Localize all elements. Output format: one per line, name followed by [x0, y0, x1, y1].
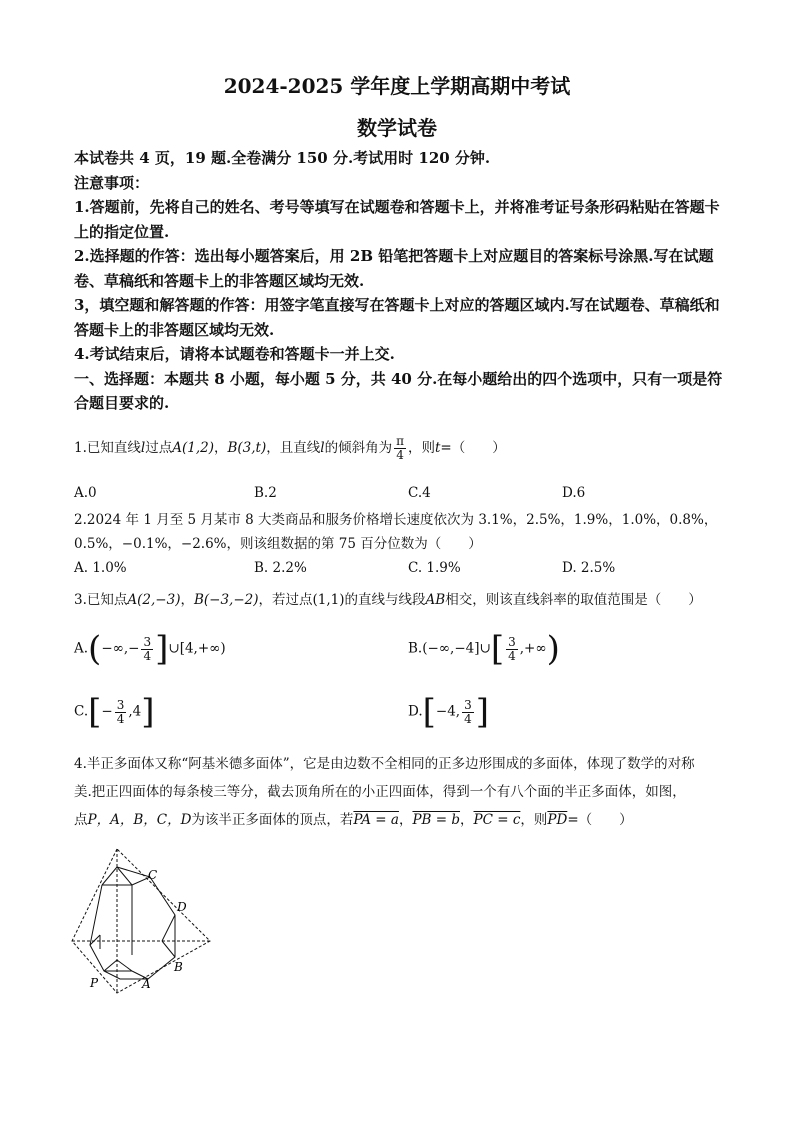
q4-sep: ， [398, 812, 413, 828]
q3-options-row-2 [74, 692, 724, 735]
frac-num: 3 [464, 697, 472, 712]
label-d: D [177, 900, 187, 914]
q1-line-var: l [140, 440, 146, 456]
q3-text: ，若过点 [258, 592, 313, 608]
question-3 [74, 590, 724, 610]
q2-option-c: C. 1.9% [408, 560, 461, 576]
q1-option-c: C.4 [408, 485, 431, 501]
q4-sep: ， [460, 812, 474, 828]
q1-text: ，且直线 [266, 440, 321, 456]
frac-den: 4 [508, 648, 516, 663]
q3-option-c [74, 692, 155, 732]
polyhedron-edge [117, 867, 150, 877]
q3-option-b-post: ,+∞ [519, 640, 547, 657]
q4-line-2: 美.把正四面体的每条棱三等分，截去顶角所在的小正四面体，得到一个有八个面的半正多面体，如图， [74, 784, 686, 800]
notice-item-1: 1.答题前，先将自己的姓名、考号等填写在试题卷和答题卡上，并将准考证号条形码粘贴在答题卡上的指定位置. [74, 198, 720, 241]
q3-text: 的直线与线段 [344, 592, 426, 608]
q4-points: P，A，B，C，D [87, 812, 192, 828]
polyhedron-edge [117, 960, 132, 971]
q3-text: 3.已知点 [74, 592, 128, 608]
q4-text: 为该半正多面体的顶点，若 [191, 812, 354, 828]
q3-option-a-pre: −∞,− [101, 640, 140, 657]
intro-line: 本试卷共 4 页，19 题.全卷满分 150 分.考试用时 120 分钟. [74, 149, 491, 167]
q2-option-b: B. 2.2% [254, 560, 307, 576]
frac-den: 4 [116, 711, 125, 726]
q3-option-c-frac [115, 699, 127, 726]
q1-option-d: D.6 [562, 485, 586, 501]
frac-den: 4 [464, 711, 472, 726]
polyhedron-diagram [70, 845, 215, 995]
q3-point: (1,1) [312, 592, 345, 608]
polyhedron-edge [162, 915, 175, 941]
q4-vector-pa: PA = a [353, 812, 399, 828]
left-bracket: [ [490, 629, 505, 669]
notice-label: 注意事项： [74, 173, 150, 192]
q3-option-c-label: C. [74, 703, 89, 720]
polyhedron-edge [162, 941, 175, 957]
right-paren: ) [546, 629, 560, 669]
q3-option-c-post: ,4 [128, 703, 142, 720]
q3-option-a-frac [141, 636, 153, 663]
label-b: B [174, 960, 183, 974]
q3-sep: ， [180, 592, 194, 608]
label-p: P [90, 976, 99, 990]
q1-fraction [394, 435, 406, 462]
notice-item-3: 3，填空题和解答题的作答：用签字笔直接写在答题卡上对应的答题区域内.写在试题卷、草稿纸和答题卡上的非答题区域均无效. [74, 296, 720, 339]
polyhedron-edge [104, 960, 117, 971]
q1-point-a: A(1,2) [172, 440, 214, 456]
q3-option-a-post: ∪[4,+∞) [168, 640, 226, 657]
q4-vector-pd: $\overline{PD}$ [547, 812, 568, 828]
q4-text: ，则 [520, 812, 548, 828]
q1-text: ，则 [407, 440, 435, 456]
polyhedron-edge [102, 867, 117, 885]
q4-vector-pc: PC = c [473, 812, 521, 828]
left-bracket: [ [88, 692, 102, 732]
q1-t-var: t [434, 440, 441, 456]
q3-option-b-pre: (−∞,−4]∪ [422, 640, 491, 657]
q3-segment: AB [425, 592, 446, 608]
left-bracket: [ [422, 692, 436, 732]
frac-den: 4 [143, 648, 152, 663]
q3-point-a: A(2,−3) [127, 592, 181, 608]
q3-point-b: B(−3,−2) [193, 592, 259, 608]
q4-line-3 [74, 806, 724, 834]
question-4 [74, 750, 724, 834]
q1-frac-den: 4 [396, 448, 404, 462]
q3-option-d-pre: −4, [435, 703, 461, 720]
q4-text: 点 [74, 812, 88, 828]
q1-text: 1.已知直线 [74, 440, 141, 456]
label-a: A [142, 977, 151, 991]
instructions [74, 146, 724, 416]
label-c: C [148, 868, 158, 882]
question-2: 2.2024 年 1 月至 5 月某市 8 大类商品和服务价格增长速度依次为 3.1%，2.5%，1.9%，1.0%，0.8%，0.5%，−0.1%，−2.6%，则该组数据的第 75 百分位数为（ ） [74, 512, 718, 552]
frac-num: 3 [508, 634, 516, 649]
notice-item-2: 2.选择题的作答：选出每小题答案后，用 2B 铅笔把答题卡上对应题目的答案标号涂黑.写在试题卷、草稿纸和答题卡上的非答题区域均无效. [74, 247, 714, 290]
q4-vector-pb: PB = b [412, 812, 461, 828]
q1-option-b: B.2 [254, 485, 277, 501]
question-1 [74, 435, 724, 462]
q1-option-a: A.0 [74, 485, 97, 501]
polyhedron-figure [70, 845, 215, 995]
q3-text: 相交，则该直线斜率的取值范围是（ ） [445, 592, 702, 608]
q3-option-b [408, 629, 560, 669]
right-bracket: ] [141, 692, 155, 732]
notice-item-4: 4.考试结束后，请将本试题卷和答题卡一并上交. [74, 345, 395, 363]
q3-option-b-frac [506, 636, 518, 663]
q3-option-c-pre: − [101, 703, 113, 720]
exam-subtitle: 数学试卷 [357, 116, 437, 140]
q1-line-var: l [320, 440, 325, 456]
q3-option-d [408, 692, 490, 732]
section-1-heading: 一、选择题：本题共 8 小题，每小题 5 分，共 40 分.在每小题给出的四个选项中，只有一项是符合题目要求的. [74, 369, 723, 412]
q3-option-d-label: D. [408, 703, 423, 720]
q2-option-d: D. 2.5% [562, 560, 616, 576]
q1-text: 过点 [145, 440, 173, 456]
q2-option-a: A. 1.0% [74, 560, 127, 576]
q3-option-a [74, 629, 226, 669]
q1-frac-num: π [396, 434, 404, 448]
q1-text: =（ ） [440, 440, 506, 456]
q1-sep: ， [213, 440, 228, 456]
q4-line-1: 4.半正多面体又称“阿基米德多面体”，它是由边数不全相同的正多边形围成的多面体，体现了数学的对称 [74, 756, 695, 772]
right-bracket: ] [475, 692, 490, 732]
exam-title: 2024-2025 学年度上学期高期中考试 [223, 74, 571, 98]
q1-text: 的倾斜角为 [324, 440, 393, 456]
q3-option-a-label: A. [74, 640, 89, 657]
q3-options-row-1 [74, 629, 724, 672]
left-paren: ( [88, 629, 102, 669]
frac-num: 3 [143, 634, 152, 649]
q4-text: =（ ） [567, 812, 633, 828]
q1-point-b: B(3,t) [227, 440, 267, 456]
frac-num: 3 [116, 697, 125, 712]
q3-option-d-frac [462, 699, 474, 726]
right-bracket: ] [155, 629, 169, 669]
outer-tetrahedron-dashed [72, 849, 210, 993]
q3-option-b-label: B. [408, 640, 423, 657]
